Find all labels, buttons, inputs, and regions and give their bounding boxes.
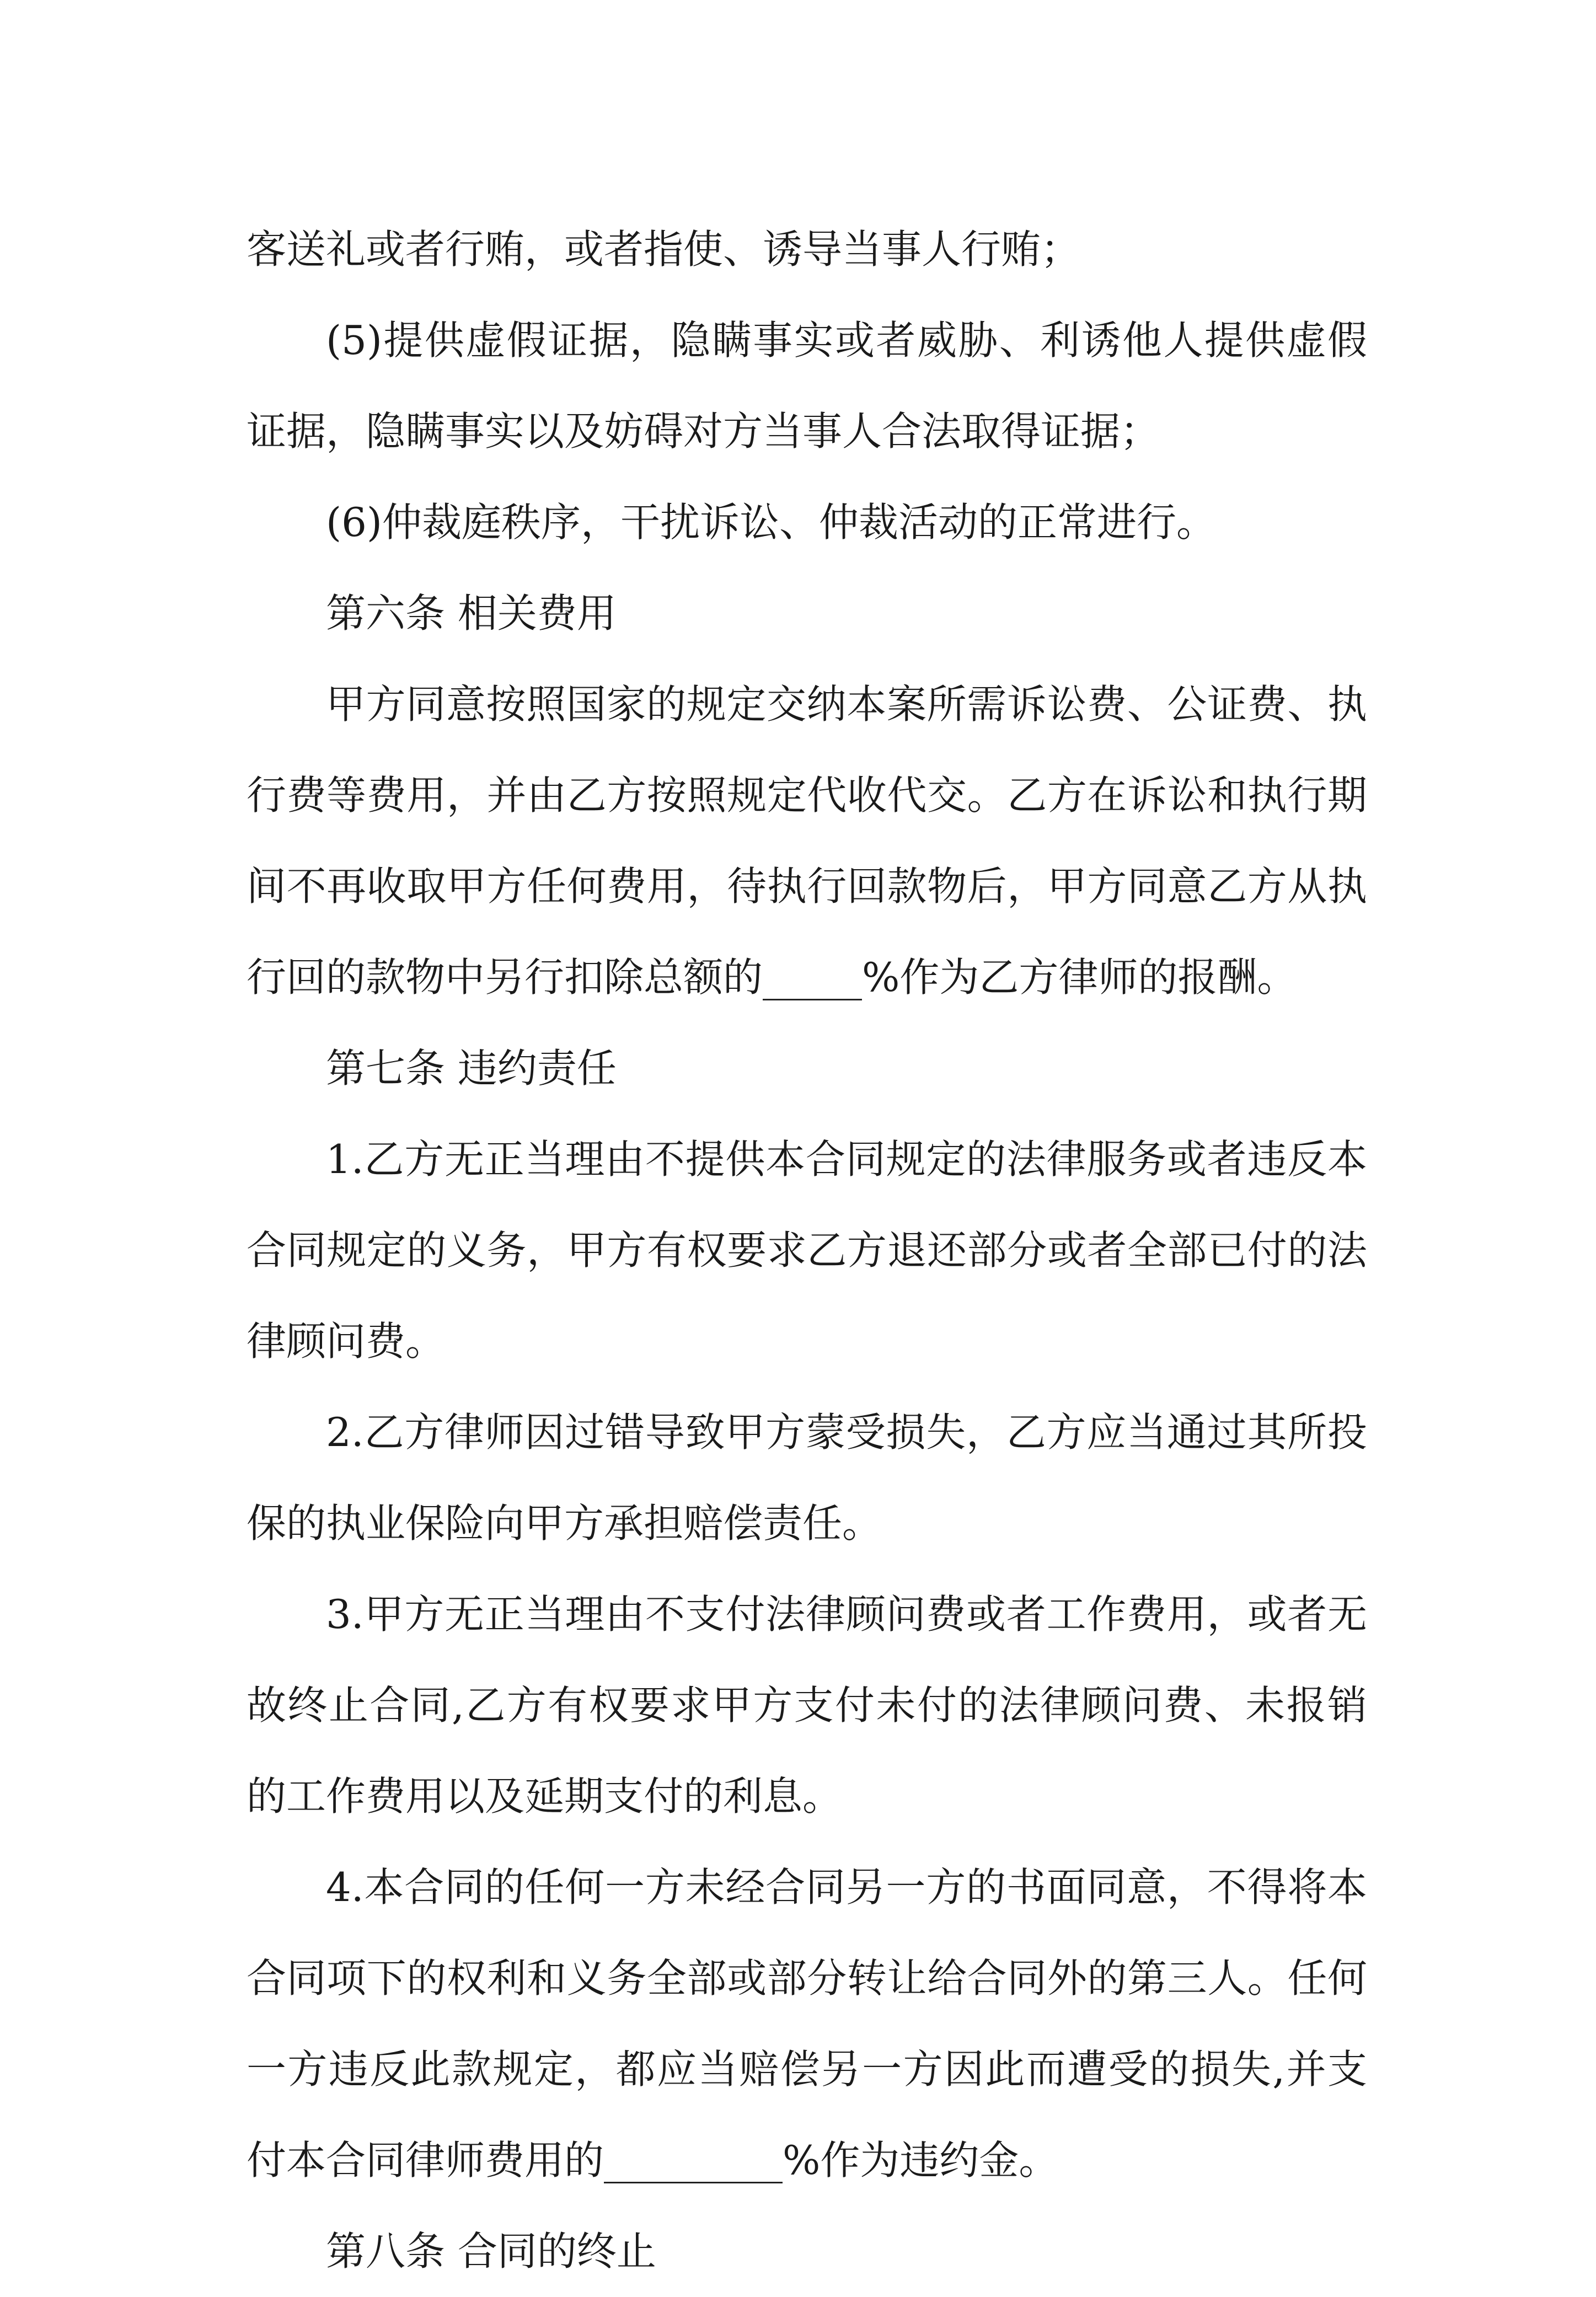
clause-7-3: 3.甲方无正当理由不支付法律顾问费或者工作费用，或者无故终止合同,乙方有权要求甲方支付未付的法律顾问费、未报销的工作费用以及延期支付的利息。: [247, 1591, 1367, 1819]
document-body: [247, 204, 1367, 2297]
paragraph-5: 甲方同意按照国家的规定交纳本案所需诉讼费、公证费、执行费等费用，并由乙方按照规定代收代交。乙方在诉讼和执行期间不再收取甲方任何费用，待执行回款物后，甲方同意乙方从执行回的款物中另行扣除总额的_____%作为乙方律师的报酬。: [247, 681, 1367, 1000]
article-6-heading: 第六条 相关费用: [326, 590, 617, 636]
paragraph-1: 客送礼或者行贿，或者指使、诱导当事人行贿；: [247, 226, 1081, 272]
article-7-heading: 第七条 违约责任: [326, 1045, 617, 1091]
clause-7-2: 2.乙方律师因过错导致甲方蒙受损失，乙方应当通过其所投保的执业保险向甲方承担赔偿责任。: [247, 1409, 1367, 1546]
article-8-heading: 第八条 合同的终止: [326, 2228, 656, 2274]
paragraph-3: (6)仲裁庭秩序，干扰诉讼、仲裁活动的正常进行。: [326, 499, 1216, 545]
clause-7-1: 1.乙方无正当理由不提供本合同规定的法律服务或者违反本合同规定的义务，甲方有权要求乙方退还部分或者全部已付的法律顾问费。: [247, 1136, 1367, 1364]
clause-7-4: 4.本合同的任何一方未经合同另一方的书面同意，不得将本合同项下的权利和义务全部或部分转让给合同外的第三人。任何一方违反此款规定，都应当赔偿另一方因此而遭受的损失,并支付本合同律师费用的_________%作为违约金。: [247, 1864, 1367, 2183]
paragraph-2: (5)提供虚假证据，隐瞒事实或者威胁、利诱他人提供虚假证据，隐瞒事实以及妨碍对方当事人合法取得证据；: [247, 317, 1367, 454]
